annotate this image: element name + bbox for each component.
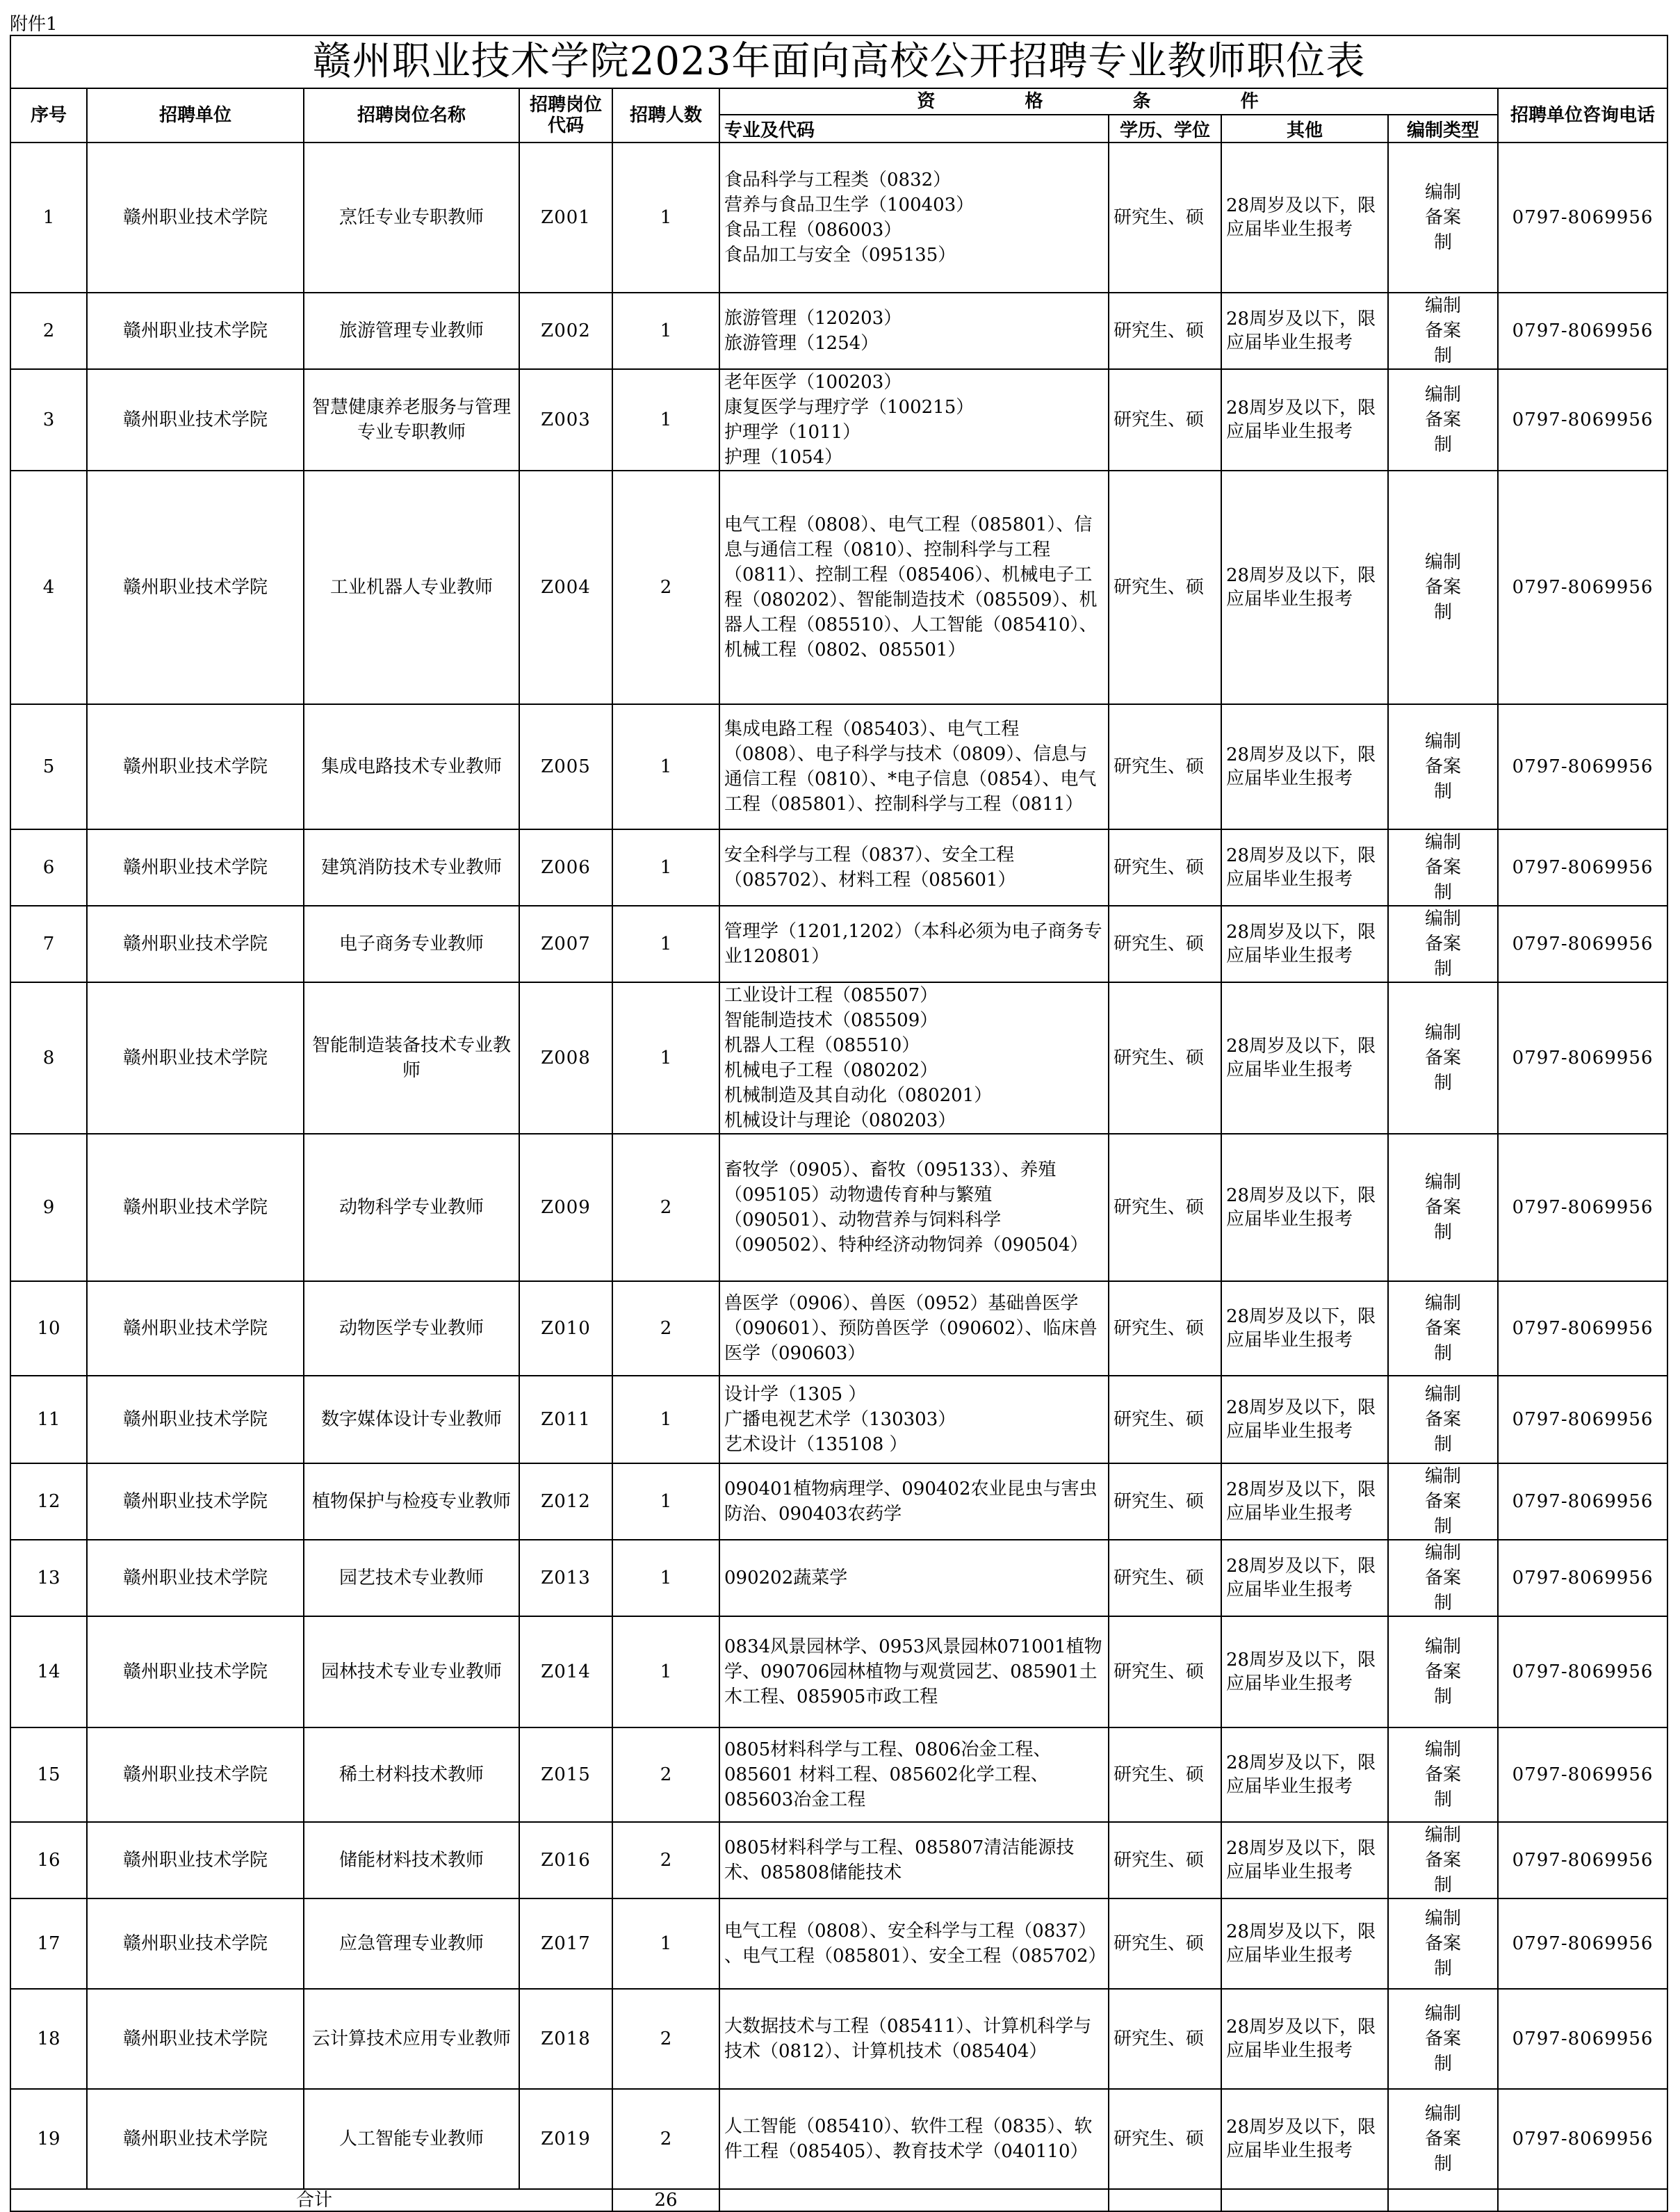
row-unit: 赣州职业技术学院 (87, 143, 304, 293)
row-seq: 6 (10, 829, 87, 906)
row-count: 1 (612, 1540, 719, 1616)
row-post-name: 智能制造装备技术专业教师 (304, 982, 519, 1134)
row-degree: 研究生、硕 (1109, 1898, 1221, 1989)
table-row (10, 143, 1667, 293)
header-major: 专业及代码 (719, 115, 1109, 143)
header-unit: 招聘单位 (87, 88, 304, 143)
row-post-name: 旅游管理专业教师 (304, 293, 519, 369)
row-unit: 赣州职业技术学院 (87, 293, 304, 369)
table-row (10, 471, 1667, 704)
row-post-name: 集成电路技术专业教师 (304, 704, 519, 829)
row-major: 安全科学与工程（0837）、安全工程（085702）、材料工程（085601） (719, 829, 1109, 906)
row-post-name: 电子商务专业教师 (304, 906, 519, 982)
row-seq: 7 (10, 906, 87, 982)
row-unit: 赣州职业技术学院 (87, 1727, 304, 1822)
row-degree: 研究生、硕 (1109, 471, 1221, 704)
footer-row (10, 2189, 1667, 2211)
row-count: 2 (612, 1989, 719, 2089)
row-unit: 赣州职业技术学院 (87, 704, 304, 829)
row-count: 2 (612, 2089, 719, 2189)
row-major: 老年医学（100203） 康复医学与理疗学（100215） 护理学（1011） 护理（1054） (719, 369, 1109, 471)
row-post-name: 园艺技术专业教师 (304, 1540, 519, 1616)
row-seq: 12 (10, 1463, 87, 1540)
table-row (10, 906, 1667, 982)
row-staffing: 编制备案制 (1388, 471, 1498, 704)
attachment-label: 附件1 (10, 14, 58, 35)
header-degree: 学历、学位 (1109, 115, 1221, 143)
row-phone: 0797-8069956 (1498, 1822, 1667, 1898)
row-degree: 研究生、硕 (1109, 1376, 1221, 1463)
header-post-name: 招聘岗位名称 (304, 88, 519, 143)
row-major: 兽医学（0906）、兽医（0952）基础兽医学（090601）、预防兽医学（090602）、临床兽医学（090603） (719, 1281, 1109, 1376)
row-other: 28周岁及以下，限应届毕业生报考 (1221, 1540, 1388, 1616)
row-staffing: 编制备案制 (1388, 2089, 1498, 2189)
row-degree: 研究生、硕 (1109, 293, 1221, 369)
row-major: 0805材料科学与工程、085807清洁能源技术、085808储能技术 (719, 1822, 1109, 1898)
row-phone: 0797-8069956 (1498, 1134, 1667, 1281)
row-unit: 赣州职业技术学院 (87, 1989, 304, 2089)
row-post-code: Z011 (519, 1376, 612, 1463)
row-post-code: Z009 (519, 1134, 612, 1281)
row-staffing: 编制备案制 (1388, 906, 1498, 982)
row-major: 集成电路工程（085403）、电气工程（0808）、电子科学与技术（0809）、信息与通信工程（0810）、*电子信息（0854）、电气工程（085801）、控制科学与工程（0811） (719, 704, 1109, 829)
row-unit: 赣州职业技术学院 (87, 1281, 304, 1376)
row-major: 工业设计工程（085507） 智能制造技术（085509） 机器人工程（085510） 机械电子工程（080202） 机械制造及其自动化（080201） 机械设计与理论（080203） (719, 982, 1109, 1134)
row-phone: 0797-8069956 (1498, 704, 1667, 829)
row-staffing: 编制备案制 (1388, 1898, 1498, 1989)
row-phone: 0797-8069956 (1498, 829, 1667, 906)
row-seq: 11 (10, 1376, 87, 1463)
row-unit: 赣州职业技术学院 (87, 1134, 304, 1281)
row-seq: 1 (10, 143, 87, 293)
table-row (10, 2089, 1667, 2189)
row-post-code: Z004 (519, 471, 612, 704)
row-phone: 0797-8069956 (1498, 369, 1667, 471)
row-other: 28周岁及以下，限应届毕业生报考 (1221, 704, 1388, 829)
row-post-code: Z017 (519, 1898, 612, 1989)
header-phone: 招聘单位咨询电话 (1498, 88, 1667, 143)
row-phone: 0797-8069956 (1498, 906, 1667, 982)
row-degree: 研究生、硕 (1109, 1989, 1221, 2089)
row-degree: 研究生、硕 (1109, 143, 1221, 293)
row-other: 28周岁及以下，限应届毕业生报考 (1221, 1463, 1388, 1540)
row-seq: 5 (10, 704, 87, 829)
row-seq: 19 (10, 2089, 87, 2189)
row-count: 2 (612, 1281, 719, 1376)
row-seq: 14 (10, 1616, 87, 1727)
row-other: 28周岁及以下，限应届毕业生报考 (1221, 471, 1388, 704)
row-unit: 赣州职业技术学院 (87, 829, 304, 906)
table-row (10, 1989, 1667, 2089)
row-other: 28周岁及以下，限应届毕业生报考 (1221, 143, 1388, 293)
row-phone: 0797-8069956 (1498, 1376, 1667, 1463)
row-post-code: Z019 (519, 2089, 612, 2189)
row-other: 28周岁及以下，限应届毕业生报考 (1221, 1616, 1388, 1727)
row-degree: 研究生、硕 (1109, 704, 1221, 829)
row-unit: 赣州职业技术学院 (87, 471, 304, 704)
row-count: 2 (612, 471, 719, 704)
row-other: 28周岁及以下，限应届毕业生报考 (1221, 293, 1388, 369)
row-major: 旅游管理（120203） 旅游管理（1254） (719, 293, 1109, 369)
row-seq: 2 (10, 293, 87, 369)
table-body (10, 143, 1667, 2189)
row-staffing: 编制备案制 (1388, 1727, 1498, 1822)
row-staffing: 编制备案制 (1388, 982, 1498, 1134)
row-post-code: Z001 (519, 143, 612, 293)
row-major: 0834风景园林学、0953风景园林071001植物学、090706园林植物与观赏园艺、085901土木工程、085905市政工程 (719, 1616, 1109, 1727)
row-phone: 0797-8069956 (1498, 1281, 1667, 1376)
table-row (10, 1281, 1667, 1376)
row-major: 电气工程（0808）、电气工程（085801）、信息与通信工程（0810）、控制科学与工程（0811）、控制工程（085406）、机械电子工程（080202）、智能制造技术（085509）、机器人工程（085510）、人工智能（085410）、机械工程（0802、085501） (719, 471, 1109, 704)
row-post-code: Z008 (519, 982, 612, 1134)
table-row (10, 704, 1667, 829)
row-other: 28周岁及以下，限应届毕业生报考 (1221, 1822, 1388, 1898)
row-post-code: Z016 (519, 1822, 612, 1898)
row-phone: 0797-8069956 (1498, 2089, 1667, 2189)
row-post-code: Z007 (519, 906, 612, 982)
row-seq: 15 (10, 1727, 87, 1822)
row-major: 人工智能（085410）、软件工程（0835）、软件工程（085405）、教育技术学（040110） (719, 2089, 1109, 2189)
row-degree: 研究生、硕 (1109, 369, 1221, 471)
row-staffing: 编制备案制 (1388, 1134, 1498, 1281)
header-other: 其他 (1221, 115, 1388, 143)
footer-empty (719, 2189, 1109, 2211)
row-post-code: Z003 (519, 369, 612, 471)
row-unit: 赣州职业技术学院 (87, 2089, 304, 2189)
row-degree: 研究生、硕 (1109, 982, 1221, 1134)
row-major: 设计学（1305 ） 广播电视艺术学（130303） 艺术设计（135108 ） (719, 1376, 1109, 1463)
row-other: 28周岁及以下，限应届毕业生报考 (1221, 2089, 1388, 2189)
row-other: 28周岁及以下，限应届毕业生报考 (1221, 1134, 1388, 1281)
row-post-code: Z010 (519, 1281, 612, 1376)
row-staffing: 编制备案制 (1388, 143, 1498, 293)
row-phone: 0797-8069956 (1498, 1463, 1667, 1540)
row-staffing: 编制备案制 (1388, 1822, 1498, 1898)
row-phone: 0797-8069956 (1498, 1989, 1667, 2089)
table-title: 赣州职业技术学院2023年面向高校公开招聘专业教师职位表 (10, 35, 1667, 88)
row-staffing: 编制备案制 (1388, 1989, 1498, 2089)
footer-total: 26 (612, 2189, 719, 2211)
row-post-name: 数字媒体设计专业教师 (304, 1376, 519, 1463)
row-post-name: 稀土材料技术教师 (304, 1727, 519, 1822)
row-degree: 研究生、硕 (1109, 829, 1221, 906)
row-other: 28周岁及以下，限应届毕业生报考 (1221, 982, 1388, 1134)
row-degree: 研究生、硕 (1109, 1134, 1221, 1281)
row-major: 食品科学与工程类（0832） 营养与食品卫生学（100403） 食品工程（086003） 食品加工与安全（095135） (719, 143, 1109, 293)
row-count: 1 (612, 293, 719, 369)
row-phone: 0797-8069956 (1498, 143, 1667, 293)
table-row (10, 293, 1667, 369)
row-degree: 研究生、硕 (1109, 1463, 1221, 1540)
row-count: 1 (612, 906, 719, 982)
row-post-name: 应急管理专业教师 (304, 1898, 519, 1989)
row-post-code: Z012 (519, 1463, 612, 1540)
row-post-name: 智慧健康养老服务与管理专业专职教师 (304, 369, 519, 471)
row-other: 28周岁及以下，限应届毕业生报考 (1221, 1727, 1388, 1822)
row-other: 28周岁及以下，限应届毕业生报考 (1221, 369, 1388, 471)
row-other: 28周岁及以下，限应届毕业生报考 (1221, 1376, 1388, 1463)
row-post-name: 烹饪专业专职教师 (304, 143, 519, 293)
row-post-code: Z002 (519, 293, 612, 369)
row-unit: 赣州职业技术学院 (87, 1540, 304, 1616)
row-phone: 0797-8069956 (1498, 1898, 1667, 1989)
row-major: 畜牧学（0905）、畜牧（095133）、养殖（095105）动物遗传育种与繁殖（090501）、动物营养与饲料科学（090502）、特种经济动物饲养（090504） (719, 1134, 1109, 1281)
row-count: 1 (612, 143, 719, 293)
header-count: 招聘人数 (612, 88, 719, 143)
row-staffing: 编制备案制 (1388, 293, 1498, 369)
row-other: 28周岁及以下，限应届毕业生报考 (1221, 1989, 1388, 2089)
positions-table (10, 35, 1668, 2212)
table-row (10, 1463, 1667, 1540)
row-count: 1 (612, 829, 719, 906)
row-count: 2 (612, 1727, 719, 1822)
header-post-code: 招聘岗位代码 (519, 88, 612, 143)
table-row (10, 1540, 1667, 1616)
footer-empty (1388, 2189, 1498, 2211)
row-unit: 赣州职业技术学院 (87, 1822, 304, 1898)
row-count: 2 (612, 1134, 719, 1281)
row-staffing: 编制备案制 (1388, 369, 1498, 471)
row-post-name: 动物科学专业教师 (304, 1134, 519, 1281)
row-count: 1 (612, 1616, 719, 1727)
row-unit: 赣州职业技术学院 (87, 982, 304, 1134)
row-seq: 8 (10, 982, 87, 1134)
row-seq: 3 (10, 369, 87, 471)
row-seq: 10 (10, 1281, 87, 1376)
row-seq: 16 (10, 1822, 87, 1898)
row-count: 1 (612, 1376, 719, 1463)
row-unit: 赣州职业技术学院 (87, 1376, 304, 1463)
footer-label: 合计 (10, 2189, 612, 2211)
row-major: 090202蔬菜学 (719, 1540, 1109, 1616)
table-row (10, 1822, 1667, 1898)
row-seq: 17 (10, 1898, 87, 1989)
row-count: 2 (612, 1822, 719, 1898)
row-post-name: 建筑消防技术专业教师 (304, 829, 519, 906)
footer-empty (1221, 2189, 1388, 2211)
row-post-name: 人工智能专业教师 (304, 2089, 519, 2189)
row-degree: 研究生、硕 (1109, 2089, 1221, 2189)
row-staffing: 编制备案制 (1388, 1281, 1498, 1376)
row-count: 1 (612, 369, 719, 471)
row-degree: 研究生、硕 (1109, 1616, 1221, 1727)
row-post-name: 动物医学专业教师 (304, 1281, 519, 1376)
row-post-code: Z014 (519, 1616, 612, 1727)
table-row (10, 1898, 1667, 1989)
footer-empty (1498, 2189, 1667, 2211)
row-other: 28周岁及以下，限应届毕业生报考 (1221, 829, 1388, 906)
row-phone: 0797-8069956 (1498, 1540, 1667, 1616)
row-seq: 13 (10, 1540, 87, 1616)
row-post-name: 云计算技术应用专业教师 (304, 1989, 519, 2089)
row-post-code: Z013 (519, 1540, 612, 1616)
table-row (10, 982, 1667, 1134)
row-seq: 9 (10, 1134, 87, 1281)
row-staffing: 编制备案制 (1388, 1616, 1498, 1727)
row-staffing: 编制备案制 (1388, 1540, 1498, 1616)
row-post-code: Z005 (519, 704, 612, 829)
row-count: 1 (612, 1898, 719, 1989)
table-row (10, 1376, 1667, 1463)
header-qualification: 资 格 条 件 (719, 88, 1498, 115)
table-row (10, 829, 1667, 906)
row-other: 28周岁及以下，限应届毕业生报考 (1221, 1898, 1388, 1989)
row-post-name: 工业机器人专业教师 (304, 471, 519, 704)
row-count: 1 (612, 1463, 719, 1540)
row-post-name: 储能材料技术教师 (304, 1822, 519, 1898)
row-major: 管理学（1201,1202）（本科必须为电子商务专业120801） (719, 906, 1109, 982)
row-degree: 研究生、硕 (1109, 1281, 1221, 1376)
row-unit: 赣州职业技术学院 (87, 369, 304, 471)
row-post-name: 园林技术专业专业教师 (304, 1616, 519, 1727)
row-unit: 赣州职业技术学院 (87, 1616, 304, 1727)
row-major: 大数据技术与工程（085411）、计算机科学与技术（0812）、计算机技术（085404） (719, 1989, 1109, 2089)
row-phone: 0797-8069956 (1498, 1727, 1667, 1822)
row-post-code: Z018 (519, 1989, 612, 2089)
row-phone: 0797-8069956 (1498, 471, 1667, 704)
row-unit: 赣州职业技术学院 (87, 1898, 304, 1989)
row-phone: 0797-8069956 (1498, 293, 1667, 369)
row-seq: 18 (10, 1989, 87, 2089)
row-post-code: Z015 (519, 1727, 612, 1822)
row-post-code: Z006 (519, 829, 612, 906)
row-staffing: 编制备案制 (1388, 704, 1498, 829)
row-other: 28周岁及以下，限应届毕业生报考 (1221, 1281, 1388, 1376)
footer-empty (1109, 2189, 1221, 2211)
row-phone: 0797-8069956 (1498, 982, 1667, 1134)
row-major: 090401植物病理学、090402农业昆虫与害虫防治、090403农药学 (719, 1463, 1109, 1540)
row-unit: 赣州职业技术学院 (87, 906, 304, 982)
table-row (10, 1134, 1667, 1281)
row-post-name: 植物保护与检疫专业教师 (304, 1463, 519, 1540)
header-seq: 序号 (10, 88, 87, 143)
row-count: 1 (612, 704, 719, 829)
row-degree: 研究生、硕 (1109, 1540, 1221, 1616)
table-row (10, 369, 1667, 471)
header-staffing: 编制类型 (1388, 115, 1498, 143)
row-unit: 赣州职业技术学院 (87, 1463, 304, 1540)
table-row (10, 1727, 1667, 1822)
row-degree: 研究生、硕 (1109, 1727, 1221, 1822)
row-other: 28周岁及以下，限应届毕业生报考 (1221, 906, 1388, 982)
row-staffing: 编制备案制 (1388, 1463, 1498, 1540)
table-row (10, 1616, 1667, 1727)
row-count: 1 (612, 982, 719, 1134)
row-staffing: 编制备案制 (1388, 1376, 1498, 1463)
row-seq: 4 (10, 471, 87, 704)
row-phone: 0797-8069956 (1498, 1616, 1667, 1727)
row-major: 电气工程（0808）、安全科学与工程（0837） 、电气工程（085801）、安全工程（085702） (719, 1898, 1109, 1989)
row-major: 0805材料科学与工程、0806冶金工程、085601 材料工程、085602化学工程、085603冶金工程 (719, 1727, 1109, 1822)
row-degree: 研究生、硕 (1109, 1822, 1221, 1898)
row-degree: 研究生、硕 (1109, 906, 1221, 982)
row-staffing: 编制备案制 (1388, 829, 1498, 906)
